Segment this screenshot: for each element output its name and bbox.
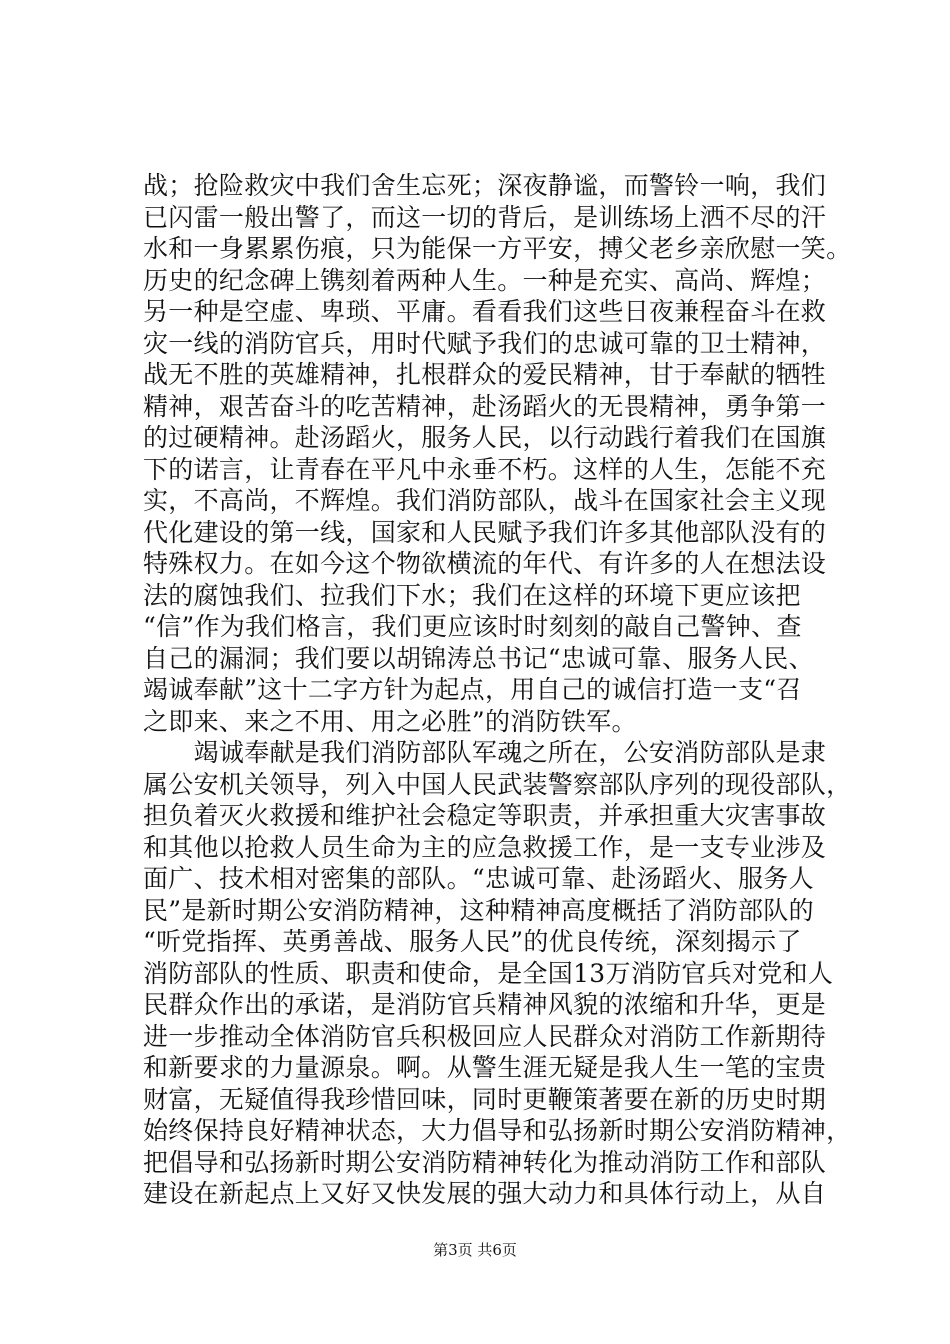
text-line: “听党指挥、英勇善战、服务人民”的优良传统，深刻揭示了 bbox=[143, 927, 802, 956]
text-line: 进一步推动全体消防官兵积极回应人民群众对消防工作新期待 bbox=[143, 1021, 827, 1051]
text-line: 历史的纪念碑上镌刻着两种人生。一种是充实、高尚、辉煌； bbox=[143, 265, 827, 295]
text-line: 精神，艰苦奋斗的吃苦精神，赴汤蹈火的无畏精神，勇争第一 bbox=[143, 391, 827, 421]
text-line: 和新要求的力量源泉。啊。从警生涯无疑是我人生一笔的宝贵 bbox=[143, 1053, 827, 1082]
text-line: 水和一身累累伤痕，只为能保一方平安，搏父老乡亲欣慰一笑。 bbox=[143, 234, 852, 263]
text-line: 民群众作出的承诺，是消防官兵精神风貌的浓缩和升华，更是 bbox=[143, 990, 827, 1019]
text-line: 财富，无疑值得我珍惜回味，同时更鞭策著要在新的历史时期 bbox=[143, 1084, 827, 1114]
body-text bbox=[143, 170, 852, 1210]
text-line: 和其他以抢救人员生命为主的应急救援工作，是一支专业涉及 bbox=[143, 832, 827, 862]
text-line: 始终保持良好精神状态，大力倡导和弘扬新时期公安消防精神， bbox=[143, 1116, 852, 1145]
paragraph-start-line: 竭诚奉献是我们消防部队军魂之所在，公安消防部队是隶 bbox=[143, 738, 827, 767]
page-footer: 第3页 共6页 bbox=[433, 1241, 517, 1259]
text-line: 下的诺言，让青春在平凡中永垂不朽。这样的人生，怎能不充 bbox=[143, 454, 827, 484]
text-line: 把倡导和弘扬新时期公安消防精神转化为推动消防工作和部队 bbox=[143, 1147, 827, 1177]
text-line: 竭诚奉献”这十二字方针为起点，用自己的诚信打造一支“召 bbox=[143, 675, 802, 704]
text-line: 已闪雷一般出警了，而这一切的背后，是训练场上洒不尽的汗 bbox=[143, 202, 827, 232]
text-line: 自己的漏洞；我们要以胡锦涛总书记“忠诚可靠、服务人民、 bbox=[143, 643, 814, 673]
text-line: 实，不高尚，不辉煌。我们消防部队，战斗在国家社会主义现 bbox=[143, 486, 827, 515]
text-line: 特殊权力。在如今这个物欲横流的年代、有许多的人在想法设 bbox=[143, 549, 827, 578]
text-line: 法的腐蚀我们、拉我们下水；我们在这样的环境下更应该把 bbox=[143, 580, 801, 610]
text-line: 之即来、来之不用、用之必胜”的消防铁军。 bbox=[143, 706, 637, 736]
text-line: 另一种是空虚、卑琐、平庸。看看我们这些日夜兼程奋斗在救 bbox=[143, 297, 827, 326]
text-line: 战无不胜的英雄精神，扎根群众的爱民精神，甘于奉献的牺牲 bbox=[143, 360, 827, 389]
text-line: 担负着灭火救援和维护社会稳定等职责，并承担重大灾害事故 bbox=[143, 801, 827, 830]
text-line: 的过硬精神。赴汤蹈火，服务人民，以行动践行着我们在国旗 bbox=[143, 423, 827, 452]
text-line: 灾一线的消防官兵，用时代赋予我们的忠诚可靠的卫士精神， bbox=[143, 328, 827, 358]
text-line: 建设在新起点上又好又快发展的强大动力和具体行动上，从自 bbox=[143, 1179, 827, 1208]
text-line: 消防部队的性质、职责和使命，是全国13万消防官兵对党和人 bbox=[143, 958, 834, 988]
text-line: 民”是新时期公安消防精神，这种精神高度概括了消防部队的 bbox=[143, 895, 814, 925]
text-line: 属公安机关领导，列入中国人民武装警察部队序列的现役部队， bbox=[143, 769, 852, 799]
text-line: 战；抢险救灾中我们舍生忘死；深夜静谧，而警铃一响，我们 bbox=[143, 171, 827, 200]
text-line: 代化建设的第一线，国家和人民赋予我们许多其他部队没有的 bbox=[143, 517, 827, 547]
text-line: 面广、技术相对密集的部队。“忠诚可靠、赴汤蹈火、服务人 bbox=[143, 864, 814, 893]
text-line: “信”作为我们格言，我们更应该时时刻刻的敲自己警钟、查 bbox=[143, 612, 802, 641]
